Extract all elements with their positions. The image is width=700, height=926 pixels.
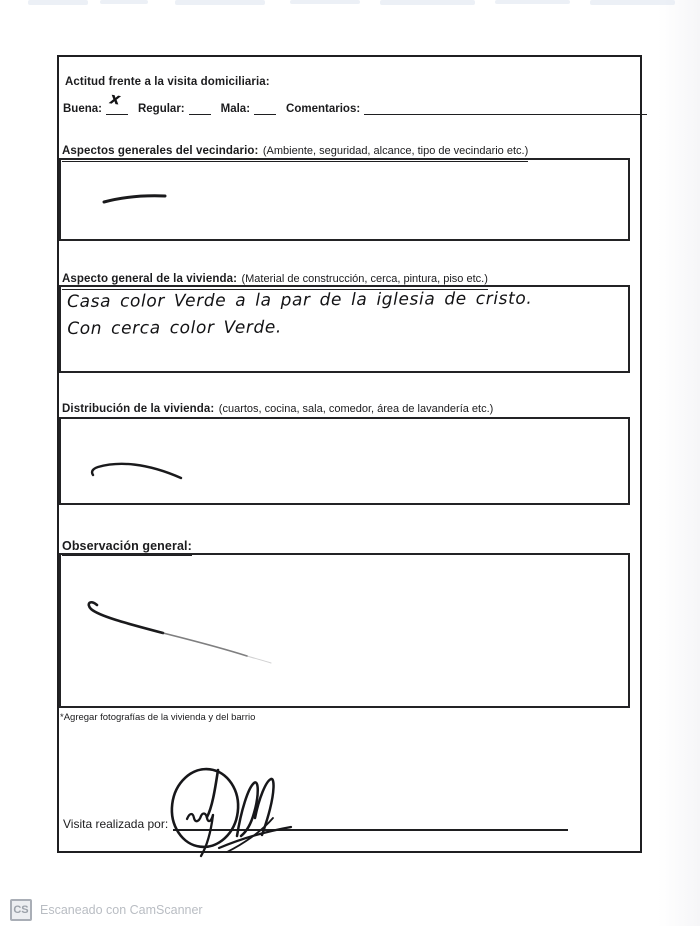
comentarios-label: Comentarios: xyxy=(286,103,361,115)
photos-footnote: *Agregar fotografías de la vivienda y del barrio xyxy=(60,712,256,723)
handwriting-line: Casa color Verde a la par de la iglesia de cristo. xyxy=(67,288,533,312)
handwritten-x-mark: x xyxy=(108,88,122,109)
pen-scribble xyxy=(89,461,189,485)
regular-answer-blank xyxy=(189,102,211,115)
camscanner-watermark xyxy=(10,899,203,921)
visita-label: Visita realizada por: xyxy=(63,817,169,831)
vivienda-answer-box xyxy=(59,285,630,373)
section-hint-vivienda: (Material de construcción, cerca, pintura, piso etc.) xyxy=(241,273,488,285)
visita-line xyxy=(63,817,568,831)
scan-smudge xyxy=(28,0,88,5)
section-hint-vecindario: (Ambiente, seguridad, alcance, tipo de vecindario etc.) xyxy=(262,145,529,157)
scan-smudge xyxy=(290,0,360,4)
scan-smudge xyxy=(100,0,148,4)
comentarios-answer-blank xyxy=(364,102,647,115)
section-header-distribucion xyxy=(62,399,493,417)
section-title-observacion: Observación general: xyxy=(62,539,192,556)
section-title-actitud: Actitud frente a la visita domiciliaria: xyxy=(65,76,270,88)
mala-label: Mala: xyxy=(220,103,251,115)
scan-smudge xyxy=(380,0,475,5)
vecindario-answer-box xyxy=(59,158,630,241)
buena-label: Buena: xyxy=(63,103,102,115)
section-hint-distribucion: (cuartos, cocina, sala, comedor, área de lavandería etc.) xyxy=(218,403,494,415)
handwriting-line: Con cerca color Verde. xyxy=(67,317,282,339)
pen-scribble xyxy=(85,595,285,667)
observacion-answer-box xyxy=(59,553,630,708)
section-title-vivienda: Aspecto general de la vivienda: xyxy=(62,273,238,285)
handwritten-signature xyxy=(163,756,303,864)
scan-smudge xyxy=(590,0,675,5)
actitud-field-line xyxy=(63,88,657,115)
section-title-distribucion: Distribución de la vivienda: xyxy=(62,403,215,415)
section-title-vecindario: Aspectos generales del vecindario: xyxy=(62,145,259,157)
distribucion-answer-box xyxy=(59,417,630,505)
scan-smudge xyxy=(175,0,265,5)
regular-label: Regular: xyxy=(137,103,185,115)
mala-answer-blank xyxy=(254,102,276,115)
pen-scribble xyxy=(101,191,171,207)
scan-smudge xyxy=(495,0,570,4)
camscanner-badge-icon: CS xyxy=(10,899,32,921)
camscanner-label: Escaneado con CamScanner xyxy=(40,903,203,917)
buena-answer-blank xyxy=(106,88,128,115)
